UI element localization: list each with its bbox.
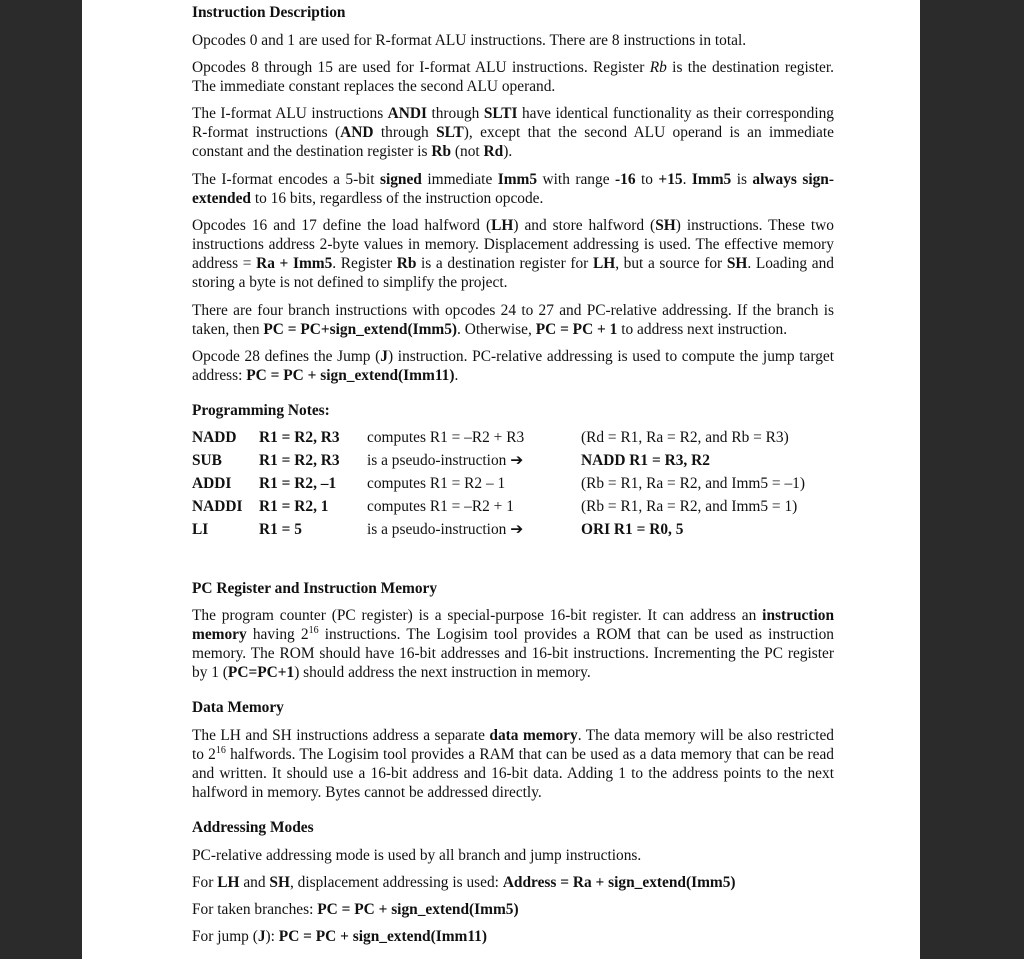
paragraph-data-memory: The LH and SH instructions address a separate data memory. The data memory will be also restricted to $2^{16}$ halfwords. The Logisim tool provides a RAM that can be used as a data memory that can be read and written. It should use a 16-bit address and 16-bit data. Adding 1 to the address points to the next halfword in memory. Bytes cannot be addressed directly.	[192, 727, 835, 801]
notes-operands: R1 = R2, R3	[259, 452, 340, 469]
programming-notes-heading: Programming Notes:	[192, 402, 330, 419]
notes-operands: R1 = R2, 1	[259, 498, 329, 515]
addressing-branches: For taken branches: PC = PC + sign_extend(Imm5)	[192, 901, 519, 918]
notes-description: computes R1 = –R2 + 1	[367, 498, 514, 515]
paragraph-jump: Opcode 28 defines the Jump (J) instruction. PC-relative addressing is used to compute the jump target address: PC = PC + sign_extend(Imm11).	[192, 348, 834, 384]
notes-remark: (Rd = R1, Ra = R2, and Rb = R3)	[581, 429, 789, 446]
data-memory-heading: Data Memory	[192, 699, 284, 716]
notes-operands: R1 = R2, R3	[259, 429, 340, 446]
notes-mnemonic: SUB	[192, 452, 222, 469]
addressing-modes-heading: Addressing Modes	[192, 819, 314, 836]
addressing-displacement: For LH and SH, displacement addressing is used: Address = Ra + sign_extend(Imm5)	[192, 874, 736, 891]
paragraph-load-store: Opcodes 16 and 17 define the load halfword (LH) and store halfword (SH) instructions. These two instructions address 2-byte values in memory. Displacement addressing is used. The effective memory address = Ra + Imm5. Register Rb is a destination register for LH, but a source for SH. Loading and storing a byte is not defined to simplify the project.	[192, 217, 834, 291]
notes-mnemonic: NADD	[192, 429, 237, 446]
document-page	[82, 0, 920, 959]
paragraph-branch: There are four branch instructions with opcodes 24 to 27 and PC-relative addressing. If the branch is taken, then PC = PC+sign_extend(Imm5). Otherwise, PC = PC + 1 to address next instruction.	[192, 302, 834, 338]
notes-mnemonic: NADDI	[192, 498, 243, 515]
paragraph-i-format-alu: The I-format ALU instructions ANDI through SLTI have identical functionality as their corresponding R-format instructions (AND through SLT), except that the second ALU operand is an immediate constant and the destination register is Rb (not Rd).	[192, 105, 835, 160]
addressing-pc-relative: PC-relative addressing mode is used by all branch and jump instructions.	[192, 847, 642, 864]
instruction-description-heading: Instruction Description	[192, 4, 346, 21]
paragraph-r-format: Opcodes 0 and 1 are used for R-format ALU instructions. There are 8 instructions in total.	[192, 32, 747, 49]
notes-remark: NADD R1 = R3, R2	[581, 452, 710, 469]
paragraph-pc-register: The program counter (PC register) is a special-purpose 16-bit register. It can address an instruction memory having $2^{16}$ instructions. The Logisim tool provides a ROM that can be used as instruction memory. The ROM should have 16-bit addresses and 16-bit instructions. Incrementing the PC register by 1 (PC=PC+1) should address the next instruction in memory.	[192, 607, 834, 681]
notes-remark: (Rb = R1, Ra = R2, and Imm5 = –1)	[581, 475, 805, 492]
pc-register-heading: PC Register and Instruction Memory	[192, 580, 438, 597]
notes-description: computes R1 = R2 – 1	[367, 475, 506, 492]
notes-description: computes R1 = –R2 + R3	[367, 429, 525, 446]
paragraph-imm5: The I-format encodes a 5-bit signed immediate Imm5 with range -16 to +15. Imm5 is always sign-extended to 16 bits, regardless of the instruction opcode.	[192, 171, 834, 207]
notes-description: is a pseudo-instruction ➔	[367, 521, 524, 538]
notes-mnemonic: LI	[192, 521, 209, 538]
notes-remark: ORI R1 = R0, 5	[581, 521, 684, 538]
notes-operands: R1 = R2, –1	[259, 475, 337, 492]
notes-operands: R1 = 5	[259, 521, 302, 538]
paragraph-i-format: Opcodes 8 through 15 are used for I-format ALU instructions. Register Rb is the destination register. The immediate constant replaces the second ALU operand.	[192, 59, 834, 95]
notes-remark: (Rb = R1, Ra = R2, and Imm5 = 1)	[581, 498, 798, 515]
notes-description: is a pseudo-instruction ➔	[367, 452, 524, 469]
notes-mnemonic: ADDI	[192, 475, 232, 492]
addressing-jump: For jump (J): PC = PC + sign_extend(Imm11)	[192, 928, 487, 945]
